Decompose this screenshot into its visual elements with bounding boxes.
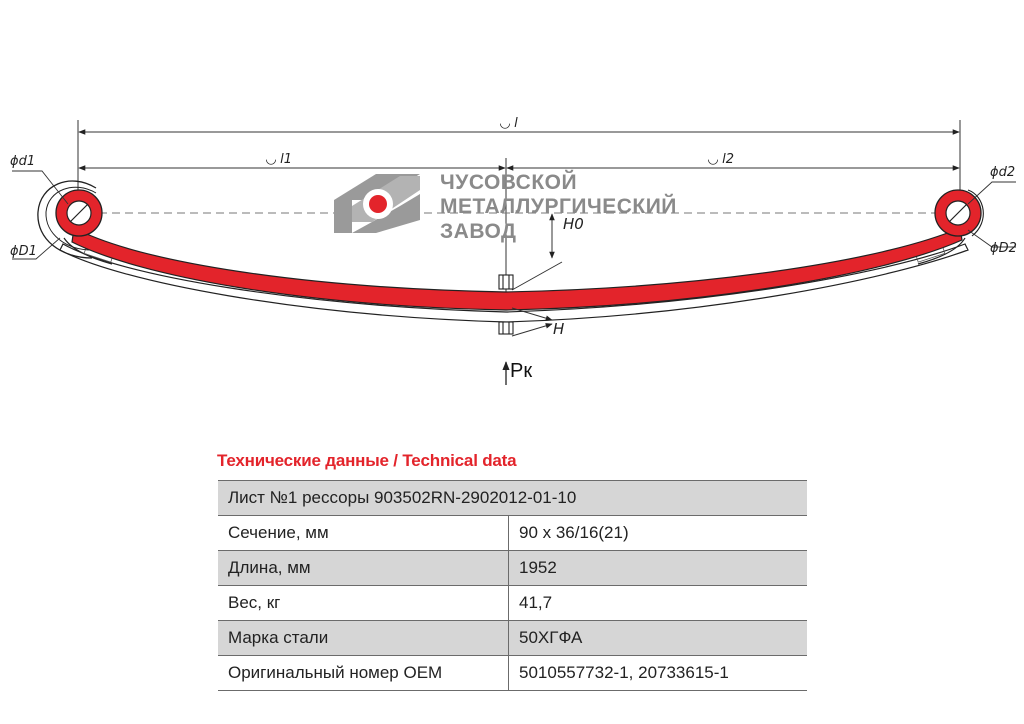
load-label: Pк bbox=[510, 360, 533, 382]
table-header: Лист №1 рессоры 903502RN-2902012-01-10 bbox=[218, 481, 807, 516]
tech-data-title: Технические данные / Technical data bbox=[217, 451, 517, 470]
logo-red-dot bbox=[369, 195, 387, 213]
row-value: 41,7 bbox=[509, 586, 808, 621]
table-row bbox=[218, 586, 807, 621]
row-label: Сечение, мм bbox=[218, 516, 509, 551]
table-row bbox=[218, 551, 807, 586]
table-row bbox=[218, 656, 807, 691]
row-value: 5010557732-1, 20733615-1 bbox=[509, 656, 808, 691]
table-row bbox=[218, 621, 807, 656]
free-height-dimension bbox=[512, 214, 562, 290]
row-value: 1952 bbox=[509, 551, 808, 586]
logo-text-line3: ЗАВОД bbox=[440, 220, 517, 243]
row-label: Оригинальный номер OEM bbox=[218, 656, 509, 691]
table-header-row bbox=[218, 481, 807, 516]
eye-right-outer-label: ϕD2 bbox=[990, 241, 1017, 256]
overall-length-label: ◡ l bbox=[500, 116, 518, 131]
rebound-clips bbox=[84, 244, 945, 262]
left-length-label: ◡ l1 bbox=[266, 152, 293, 167]
eye-left-inner-label: ϕd1 bbox=[10, 154, 36, 169]
tech-data-table bbox=[218, 480, 807, 691]
free-height-label: H0 bbox=[563, 215, 584, 233]
eye-right-inner-label: ϕd2 bbox=[990, 165, 1016, 180]
right-length-label: ◡ l2 bbox=[708, 152, 735, 167]
logo-text-line2: МЕТАЛЛУРГИЧЕСКИЙ bbox=[440, 195, 677, 218]
logo-text-line1: ЧУСОВСКОЙ bbox=[440, 171, 578, 194]
row-label: Длина, мм bbox=[218, 551, 509, 586]
loaded-height-label: H bbox=[553, 320, 565, 338]
row-label: Вес, кг bbox=[218, 586, 509, 621]
row-value: 90 х 36/16(21) bbox=[509, 516, 808, 551]
table-row bbox=[218, 516, 807, 551]
row-label: Марка стали bbox=[218, 621, 509, 656]
company-logo bbox=[334, 174, 420, 233]
main-leaf-highlighted bbox=[72, 228, 962, 310]
eye-left-outer-label: ϕD1 bbox=[10, 244, 37, 259]
row-value: 50ХГФА bbox=[509, 621, 808, 656]
